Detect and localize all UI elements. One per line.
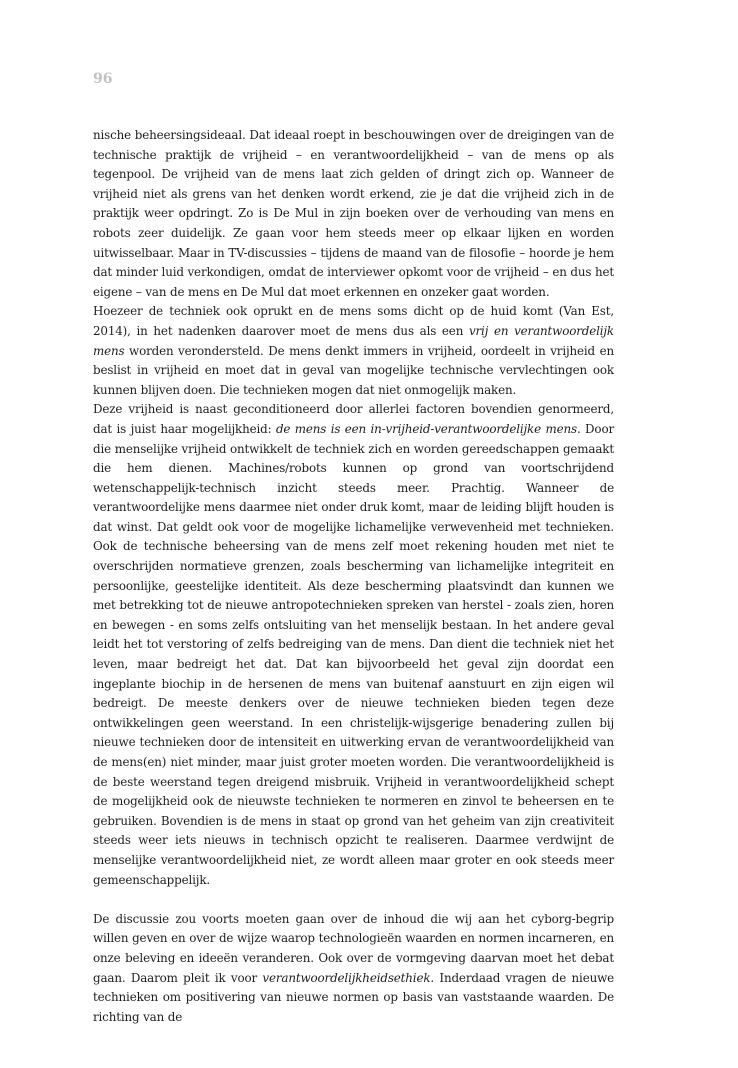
text-segment: . Door die menselijke vrijheid ontwikkelt de techniek zich en worden gereedschappen gemaakt die hem dienen. Machines/robots kunnen op grond van voortschrijdend wetenschappelijk-technisch inzicht steeds meer. Prachtig. Wanneer de verantwoordelijke mens daarmee niet onder druk komt, maar de leiding blijft houden is dat winst. Dat geldt ook voor de mogelijke lichamelijke verwevenheid met technieken. Ook de technische beheersing van de mens zelf moet rekening houden met niet te overschrijden normatieve grenzen, zoals bescherming van lichamelijke integriteit en persoonlijke, geestelijke identiteit. Als deze bescherming plaatsvindt dan kunnen we met betrekking tot de nieuwe antropotechnieken spreken van herstel - zoals zien, horen en bewegen - en soms zelfs ontsluiting van het menselijk bestaan. In het andere geval leidt het tot verstoring of zelfs bedreiging van de mens. Dan dient die techniek niet het leven, maar bedreigt het dat. Dat kan bijvoorbeeld het geval zijn doordat een ingeplante biochip in de hersenen de mens van buitenaf aanstuurt en zijn eigen wil bedreigt. De meeste denkers over de nieuwe technieken bieden tegen deze ontwikkelingen geen weerstand. In een christelijk-wijsgerige benadering zullen bij nieuwe technieken door de intensiteit en uitwerking ervan de verantwoordelijkheid van de mens(en) niet minder, maar juist groter moeten worden. Die verantwoordelijkheid is de beste weerstand tegen dreigend misbruik. Vrijheid in verantwoordelijkheid schept de mogelijkheid ook de nieuwste technieken te normeren en zinvol te beheersen en te gebruiken. Bovendien is de mens in staat op grond van het geheim van zijn creativiteit steeds weer iets nieuws in technisch opzicht te realiseren. Daarmee verdwijnt de menselijke verantwoordelijkheid niet, ze wordt alleen maar groter en ook steeds meer gemeenschappelijk.	[93, 421, 614, 887]
emphasized-text: de mens is een in-vrijheid-verantwoordelijke mens	[275, 421, 577, 436]
paragraph	[93, 910, 614, 1028]
text-segment: nische beheersingsideaal. Dat ideaal roept in beschouwingen over de dreigingen van de technische praktijk de vrijheid – en verantwoordelijkheid – van de mens op als tegenpool. De vrijheid van de mens laat zich gelden of dringt zich op. Wanneer de vrijheid niet als grens van het denken wordt erkend, zie je dat die vrijheid zich in de praktijk weer opdringt. Zo is De Mul in zijn boeken over de verhouding van mens en robots zeer duidelijk. Ze gaan voor hem steeds meer op elkaar lijken en worden uitwisselbaar. Maar in TV-discussies – tijdens de maand van de filosofie – hoorde je hem dat minder luid verkondigen, omdat de interviewer opkomt voor de vrijheid – en dus het eigene – van de mens en De Mul dat moet erkennen en onzeker gaat worden.	[93, 128, 614, 299]
text-segment: De discussie zou voorts moeten gaan over de inhoud die wij aan het cyborg-begrip willen geven en over de wijze waarop technologieën waarden en normen incarneren, en onze beleving en ideeën veranderen. Ook over de vormgeving daarvan moet het debat gaan. Daarom pleit ik voor	[93, 911, 614, 985]
text-segment: Deze vrijheid is naast geconditioneerd door allerlei factoren bovendien genormeerd, dat is juist haar mogelijkheid:	[93, 402, 614, 436]
page-number: 96	[93, 71, 113, 87]
paragraph	[93, 400, 614, 890]
paragraph	[93, 302, 614, 400]
emphasized-text: vrij en verantwoordelijk mens	[93, 323, 614, 358]
emphasized-text: verantwoordelijkheidsethiek	[262, 970, 431, 985]
text-segment: . Inderdaad vragen de nieuwe technieken om positivering van nieuwe normen op basis van vaststaande waarden. De richting van de	[93, 970, 615, 1024]
paragraph	[93, 126, 614, 302]
text-segment: Hoezeer de techniek ook oprukt en de mens soms dicht op de huid komt (Van Est, 2014), in het nadenken daarover moet de mens dus als een	[93, 304, 614, 338]
text-segment: worden verondersteld. De mens denkt immers in vrijheid, oordeelt in vrijheid en beslist in vrijheid en moet dat in geval van mogelijke technische vervlechtingen ook kunnen blijven doen. Die technieken mogen dat niet onmogelijk maken.	[93, 343, 614, 397]
body-text	[93, 126, 614, 1027]
